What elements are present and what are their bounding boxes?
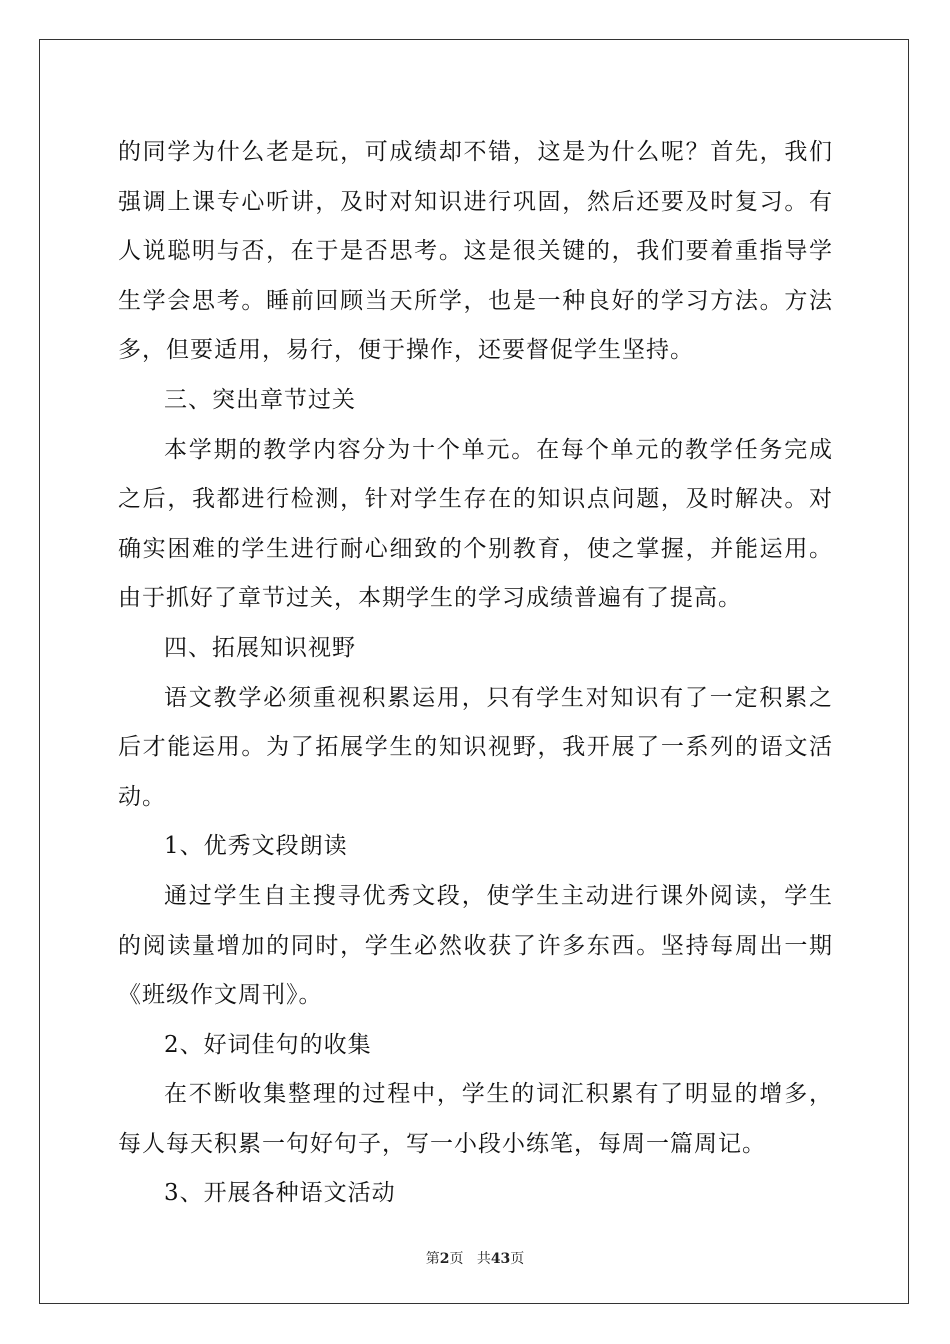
document-body [118, 128, 833, 1219]
page-footer [0, 1248, 950, 1268]
subsection-heading: 3、开展各种语文活动 [164, 1180, 396, 1207]
paragraph: 在不断收集整理的过程中，学生的词汇积累有了明显的增多，每人每天积累一句好句子，写一小段小练笔，每周一篇周记。 [118, 1081, 833, 1157]
footer-prefix: 第 [425, 1251, 440, 1267]
section-heading: 四、拓展知识视野 [164, 634, 356, 661]
footer-total-prefix: 共 [476, 1251, 491, 1267]
paragraph: 语文教学必须重视积累运用，只有学生对知识有了一定积累之后才能运用。为了拓展学生的知识视野，我开展了一系列的语文活动。 [118, 684, 833, 810]
subsection-heading: 2、好词佳句的收集 [164, 1031, 372, 1058]
total-page-count: 43 [490, 1251, 511, 1267]
section-heading: 三、突出章节过关 [164, 386, 356, 413]
paragraph: 的同学为什么老是玩，可成绩却不错，这是为什么呢？首先，我们强调上课专心听讲，及时对知识进行巩固，然后还要及时复习。有人说聪明与否，在于是否思考。这是很关键的，我们要着重指导学生学会思考。睡前回顾当天所学，也是一种良好的学习方法。方法多，但要适用，易行，便于操作，还要督促学生坚持。 [118, 139, 833, 364]
paragraph: 本学期的教学内容分为十个单元。在每个单元的教学任务完成之后，我都进行检测，针对学生存在的知识点问题，及时解决。对确实困难的学生进行耐心细致的个别教育，使之掌握，并能运用。由于抓好了章节过关，本期学生的学习成绩普遍有了提高。 [118, 436, 833, 612]
paragraph: 通过学生自主搜寻优秀文段，使学生主动进行课外阅读，学生的阅读量增加的同时，学生必然收获了许多东西。坚持每周出一期《班级作文周刊》。 [118, 882, 833, 1009]
subsection-heading: 1、优秀文段朗读 [164, 833, 348, 860]
footer-page-suffix: 页 [449, 1251, 464, 1267]
footer-total-suffix: 页 [510, 1251, 525, 1267]
current-page-number: 2 [439, 1251, 450, 1267]
